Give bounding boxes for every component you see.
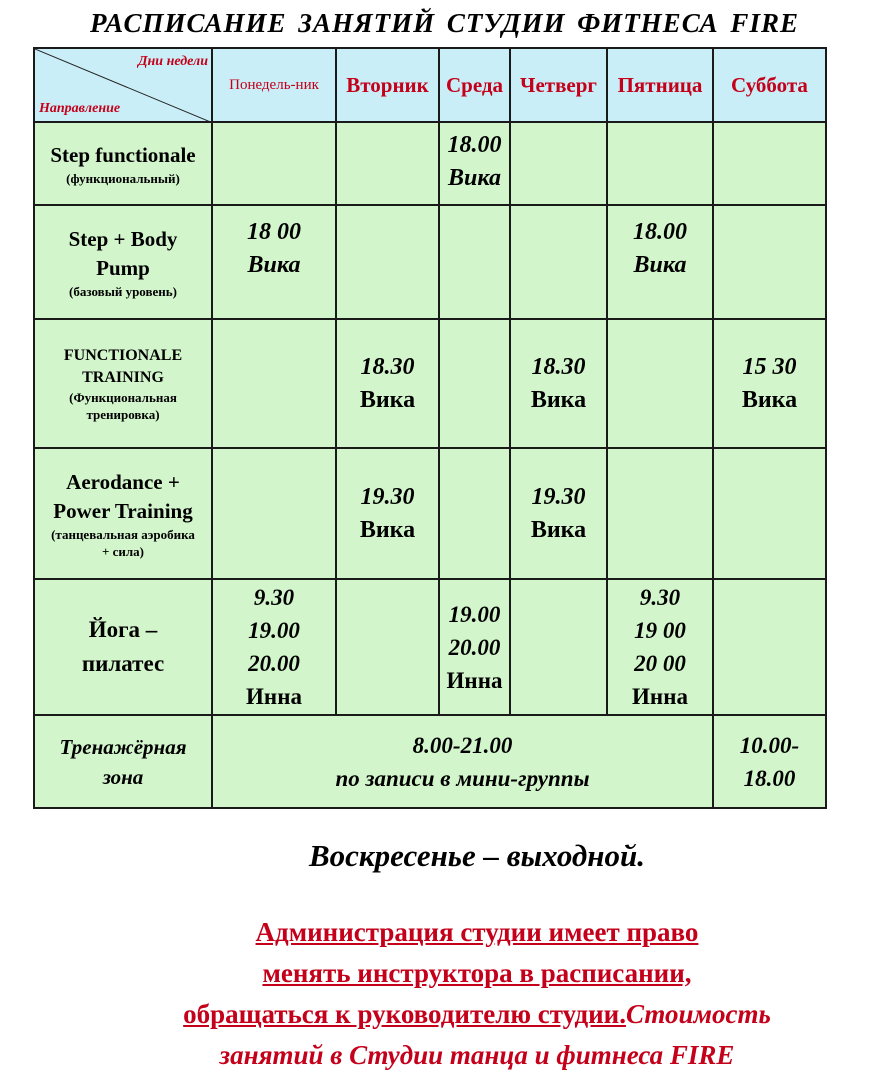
slot-wednesday <box>439 579 510 715</box>
slot-thursday <box>510 122 607 205</box>
slot-time: 18.30 <box>531 353 586 380</box>
slot-time: 9.30 <box>253 585 295 610</box>
slot-thursday <box>510 448 607 579</box>
slot-tuesday <box>336 205 439 319</box>
slot-time: 20.00 <box>248 651 300 676</box>
slot-thursday <box>510 579 607 715</box>
class-subtitle: (функциональный) <box>66 170 180 186</box>
slot-time: 18.30 <box>360 353 415 380</box>
slot-friday <box>607 448 713 579</box>
gym-saturday-hours: 10.00- <box>739 732 800 758</box>
header-row <box>34 48 826 122</box>
class-subtitle: тренировка) <box>86 406 160 422</box>
slot-saturday <box>713 122 826 205</box>
slot-time: 19 00 <box>634 618 686 643</box>
class-name: TRAINING <box>82 368 164 386</box>
slot-saturday <box>713 579 826 715</box>
notice-line-3-tail: Стоимость <box>625 999 771 1029</box>
class-name: Step functionale <box>50 142 196 167</box>
slot-monday <box>212 122 336 205</box>
notice-line-4: занятий в Студии танца и фитнеса FIRE <box>219 1040 735 1070</box>
page-title: РАСПИСАНИЕ ЗАНЯТИЙ СТУДИИ ФИТНЕСА FIRE <box>90 8 799 38</box>
class-subtitle: (Функциональная <box>69 389 177 405</box>
table-row <box>34 579 826 715</box>
slot-instructor: Инна <box>246 684 302 709</box>
class-subtitle: (танцевальная аэробика <box>51 526 195 542</box>
slot-instructor: Инна <box>632 684 688 709</box>
class-name-cell <box>34 319 212 448</box>
direction-label: Направление <box>39 101 121 116</box>
slot-thursday <box>510 205 607 319</box>
days-of-week-label: Дни недели <box>137 54 208 69</box>
slot-saturday <box>713 715 826 808</box>
class-subtitle: (базовый уровень) <box>69 283 177 299</box>
slot-time: 18.00 <box>633 219 687 245</box>
slot-time: 15 30 <box>742 353 797 380</box>
slot-tuesday <box>336 448 439 579</box>
slot-instructor: Вика <box>530 517 587 543</box>
slot-wednesday <box>439 319 510 448</box>
notice-line-2: менять инструктора в расписании, <box>262 958 692 988</box>
slot-monday <box>212 448 336 579</box>
slot-friday <box>607 122 713 205</box>
schedule-table <box>33 47 827 809</box>
table-row <box>34 319 826 448</box>
slot-instructor: Вика <box>247 252 301 278</box>
slot-time: 18.00 <box>447 132 502 158</box>
slot-friday <box>607 319 713 448</box>
day-header-friday: Пятница <box>607 48 713 122</box>
slot-instructor: Вика <box>633 252 687 278</box>
slot-monday <box>212 579 336 715</box>
table-row <box>34 715 826 808</box>
slot-time: 19.00 <box>448 601 501 627</box>
slot-time: 18 00 <box>247 219 301 245</box>
class-name: зона <box>102 764 144 789</box>
slot-tuesday <box>336 122 439 205</box>
slot-wednesday <box>439 205 510 319</box>
day-header-thursday: Четверг <box>510 48 607 122</box>
gym-hours: 8.00-21.00 <box>412 732 513 758</box>
sunday-note: Воскресенье – выходной. <box>308 838 645 873</box>
slot-time: 20.00 <box>448 634 501 660</box>
slot-instructor: Вика <box>741 386 798 413</box>
slot-monday <box>212 205 336 319</box>
admin-notice <box>0 912 889 1076</box>
slot-instructor: Вика <box>530 386 587 413</box>
slot-time: 19.30 <box>531 484 586 510</box>
corner-header-cell <box>34 48 212 122</box>
day-header-monday: Понедель-ник <box>212 48 336 122</box>
table-row <box>34 448 826 579</box>
gym-weekdays-cell <box>212 715 713 808</box>
gym-note: по записи в мини-группы <box>335 765 590 791</box>
class-name: Pump <box>96 255 150 280</box>
slot-time: 20 00 <box>634 651 686 676</box>
slot-monday <box>212 319 336 448</box>
gym-saturday-hours: 18.00 <box>743 765 796 791</box>
class-name: пилатес <box>81 651 165 676</box>
day-header-tuesday: Вторник <box>336 48 439 122</box>
slot-friday <box>607 579 713 715</box>
class-name-cell <box>34 448 212 579</box>
slot-saturday <box>713 319 826 448</box>
class-name-cell <box>34 715 212 808</box>
class-subtitle: + сила) <box>101 543 145 559</box>
slot-time: 9.30 <box>639 585 681 610</box>
table-row <box>34 205 826 319</box>
slot-time: 19.00 <box>248 618 300 643</box>
class-name: Йога – <box>88 617 158 642</box>
slot-wednesday <box>439 448 510 579</box>
slot-instructor: Вика <box>448 165 501 191</box>
notice-line-1: Администрация студии имеет право <box>255 917 699 947</box>
slot-tuesday <box>336 319 439 448</box>
class-name: FUNCTIONALE <box>63 346 183 364</box>
slot-instructor: Вика <box>359 517 416 543</box>
class-name: Power Training <box>53 498 193 523</box>
slot-saturday <box>713 448 826 579</box>
slot-time: 19.30 <box>360 484 415 510</box>
class-name-cell <box>34 205 212 319</box>
class-name-cell <box>34 579 212 715</box>
slot-instructor: Инна <box>446 667 503 693</box>
slot-instructor: Вика <box>359 386 416 413</box>
slot-wednesday <box>439 122 510 205</box>
notice-line-3: обращаться к руководителю студии. <box>183 999 626 1029</box>
slot-friday <box>607 205 713 319</box>
day-header-saturday: Суббота <box>713 48 826 122</box>
class-name: Тренажёрная <box>59 734 187 759</box>
slot-saturday <box>713 205 826 319</box>
slot-tuesday <box>336 579 439 715</box>
class-name: Step + Body <box>68 226 178 251</box>
day-header-wednesday: Среда <box>439 48 510 122</box>
class-name: Aerodance + <box>66 469 180 494</box>
class-name-cell <box>34 122 212 205</box>
table-row <box>34 122 826 205</box>
slot-thursday <box>510 319 607 448</box>
